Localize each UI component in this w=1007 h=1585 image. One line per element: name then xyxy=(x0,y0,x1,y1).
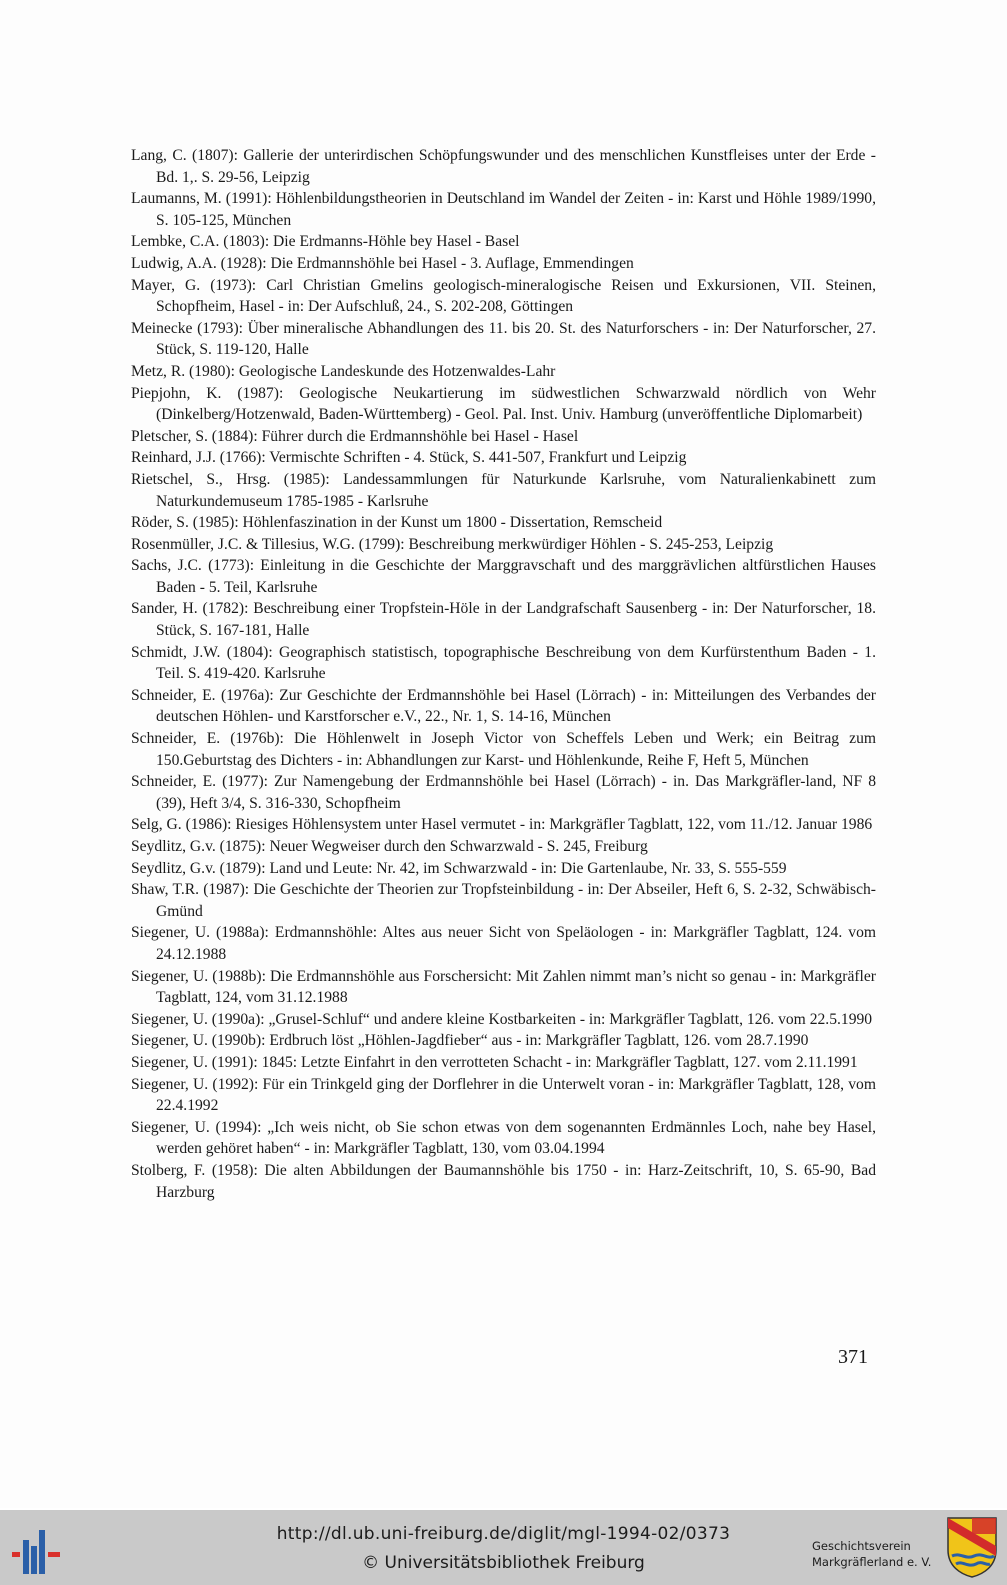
viewer-footer xyxy=(0,1510,1007,1585)
reference-entry: Siegener, U. (1992): Für ein Trinkgeld ging der Dorflehrer in die Unterwelt voran - in: Markgräfler Tagblatt, 128, vom 22.4.1992 xyxy=(131,1075,876,1115)
reference-entry: Siegener, U. (1990b): Erdbruch löst „Höhlen-Jagdfieber“ aus - in: Markgräfler Tagblatt, 126. vom 28.7.1990 xyxy=(131,1032,809,1050)
reference-entry: Rosenmüller, J.C. & Tillesius, W.G. (1799): Beschreibung merkwürdiger Höhlen - S. 245-253, Leipzig xyxy=(131,535,774,553)
reference-entry: Siegener, U. (1991): 1845: Letzte Einfahrt in den verrotteten Schacht - in: Markgräfler Tagblatt, 127. vom 2.11.1991 xyxy=(131,1053,858,1071)
reference-entry: Rietschel, S., Hrsg. (1985): Landessammlungen für Naturkunde Karlsruhe, vom Naturalienkabinett zum Naturkundemuseum 1785-1985 - Karlsruhe xyxy=(131,470,876,510)
reference-entry: Siegener, U. (1988a): Erdmannshöhle: Altes aus neuer Sicht von Speläologen - in: Markgräfler Tagblatt, 124. vom 24.12.1988 xyxy=(131,924,876,963)
reference-entry: Schmidt, J.W. (1804): Geographisch statistisch, topographische Beschreibung von dem Kurfürstenthum Baden - 1. Teil. S. 419-420. Karlsruhe xyxy=(131,643,876,683)
reference-entry: Reinhard, J.J. (1766): Vermischte Schriften - 4. Stück, S. 441-507, Frankfurt und Leipzig xyxy=(131,449,687,467)
reference-entry: Piepjohn, K. (1987): Geologische Neukartierung im südwestlichen Schwarzwald nördlich von Wehr (Dinkelberg/Hotzenwald, Baden-Württemberg) - Geol. Pal. Inst. Univ. Hamburg (unveröffentliche Diplomarbeit) xyxy=(131,384,876,424)
reference-entry: Röder, S. (1985): Höhlenfaszination in der Kunst um 1800 - Dissertation, Remscheid xyxy=(131,514,663,532)
reference-entry: Stolberg, F. (1958): Die alten Abbildungen der Baumannshöhle bis 1750 - in: Harz-Zeitschrift, 10, S. 65-90, Bad Harzburg xyxy=(131,1161,876,1201)
reference-entry: Sachs, J.C. (1773): Einleitung in die Geschichte der Marggravschaft und des marggrävlichen altfürstlichen Hauses Baden - 5. Teil, Karlsruhe xyxy=(131,557,876,596)
bibliography-list xyxy=(131,145,876,1203)
reference-entry: Selg, G. (1986): Riesiges Höhlensystem unter Hasel vermutet - in: Markgräfler Tagblatt, 122, vom 11./12. Januar 1986 xyxy=(131,816,873,834)
society-name xyxy=(812,1538,944,1570)
reference-entry: Ludwig, A.A. (1928): Die Erdmannshöhle bei Hasel - 3. Auflage, Emmendingen xyxy=(131,254,634,272)
reference-entry: Lembke, C.A. (1803): Die Erdmanns-Höhle bey Hasel - Basel xyxy=(131,233,520,251)
reference-entry: Mayer, G. (1973): Carl Christian Gmelins geologisch-mineralogische Reisen und Exkursionen, VII. Steinen, Schopfheim, Hasel - in: Der Aufschluß, 24., S. 202-208, Göttingen xyxy=(131,276,876,316)
reference-entry: Laumanns, M. (1991): Höhlenbildungstheorien in Deutschland im Wandel der Zeiten - in: Karst und Höhle 1989/1990, S. 105-125, München xyxy=(131,190,876,229)
reference-entry: Lang, C. (1807): Gallerie der unterirdischen Schöpfungswunder und des menschlichen Kunstfleises unter der Erde - Bd. 1,. S. 29-56, Leipzig xyxy=(131,147,876,186)
society-name-line1: Geschichtsverein xyxy=(812,1539,911,1553)
reference-entry: Sander, H. (1782): Beschreibung einer Tropfstein-Höle in der Landgrafschaft Sausenberg - in: Der Naturforscher, 18. Stück, S. 167-181, Halle xyxy=(131,600,876,640)
reference-entry: Siegener, U. (1988b): Die Erdmannshöhle aus Forschersicht: Mit Zahlen nimmt man’s nicht so genau - in: Markgräfler Tagblatt, 124, vom 31.12.1988 xyxy=(131,967,876,1007)
reference-entry: Siegener, U. (1994): „Ich weis nicht, ob Sie schon etwas von dem sogenannten Erdmännles Loch, nahe bey Hasel, werden gehöret haben“ - in: Markgräfler Tagblatt, 130, vom 03.04.1994 xyxy=(131,1118,876,1158)
society-name-line2: Markgräflerland e. V. xyxy=(812,1555,932,1569)
coat-of-arms-icon xyxy=(946,1516,998,1578)
reference-entry: Schneider, E. (1977): Zur Namengebung der Erdmannshöhle bei Hasel (Lörrach) - in. Das Markgräfler-land, NF 8 (39), Heft 3/4, S. 316-330, Schopfheim xyxy=(131,773,876,812)
page-number: 371 xyxy=(838,1346,868,1368)
reference-entry: Seydlitz, G.v. (1879): Land und Leute: Nr. 42, im Schwarzwald - in: Die Gartenlaube, Nr. 33, S. 555-559 xyxy=(131,859,787,877)
reference-entry: Shaw, T.R. (1987): Die Geschichte der Theorien zur Tropfsteinbildung - in: Der Abseiler, Heft 6, S. 2-32, Schwäbisch-Gmünd xyxy=(131,881,876,920)
reference-entry: Schneider, E. (1976b): Die Höhlenwelt in Joseph Victor von Scheffels Leben und Werk; ein Beitrag zum 150.Geburtstag des Dichters - in: Abhandlungen zur Karst- und Höhlenkunde, Reihe F, Heft 5, München xyxy=(131,730,876,769)
reference-entry: Pletscher, S. (1884): Führer durch die Erdmannshöhle bei Hasel - Hasel xyxy=(131,427,579,445)
reference-entry: Meinecke (1793): Über mineralische Abhandlungen des 11. bis 20. St. des Naturforschers - in: Der Naturforscher, 27. Stück, S. 119-120, Halle xyxy=(131,319,876,359)
reference-entry: Schneider, E. (1976a): Zur Geschichte der Erdmannshöhle bei Hasel (Lörrach) - in: Mitteilungen des Verbandes der deutschen Höhlen- und Karstforscher e.V., 22., Nr. 1, S. 14-16, München xyxy=(131,686,876,726)
document-url-link[interactable]: http://dl.ub.uni-freiburg.de/diglit/mgl-1994-02/0373 xyxy=(276,1524,731,1544)
copyright-notice: © Universitätsbibliothek Freiburg xyxy=(362,1553,645,1573)
reference-entry: Metz, R. (1980): Geologische Landeskunde des Hotzenwaldes-Lahr xyxy=(131,362,556,380)
reference-entry: Siegener, U. (1990a): „Grusel-Schluf“ und andere kleine Kostbarkeiten - in: Markgräfler Tagblatt, 126. vom 22.5.1990 xyxy=(131,1010,873,1028)
reference-entry: Seydlitz, G.v. (1875): Neuer Wegweiser durch den Schwarzwald - S. 245, Freiburg xyxy=(131,838,648,855)
